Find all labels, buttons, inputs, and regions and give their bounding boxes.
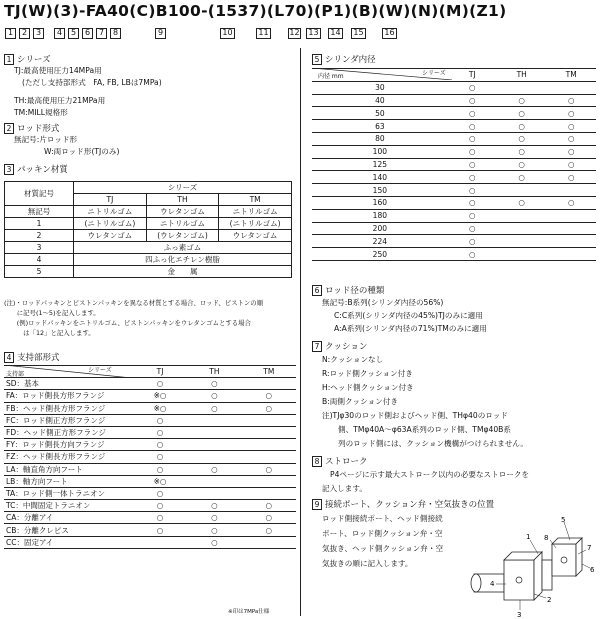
mounting-table: 支持部 シリーズ TJ TH TM SD：基本 ○ ○ FA：ロッド側長方形フランジ ※○ ○ ○ FB：ヘッド側長方形フランジ ※○ ○ ○ FC：ロッド側正方形フランジ ○ FD：ヘッド側正方形フランジ ○ FY：ロッド側長方向フランジ ○ FZ：ヘッド側長方形フランジ ○ LA：軸直角方向フート ○ ○ ○ LB：軸方向フート ※○ TA：ロッド側一体トラニオン ○ TC：中間固定トラニオン ○ ○ ○ CA：分離アイ ○ ○ ○ CB：分離クレビス ○ ○ ○ CC：固定アイ ○ <box>4 365 296 549</box>
section-7-header: 7 クッション <box>312 340 367 352</box>
s7-line: H:ヘッド側クッション付き <box>322 383 414 392</box>
table-row: FB：ヘッド側長方形フランジ ※○ ○ ○ <box>4 402 296 414</box>
s8-line: P4ページに示す最大ストローク以内の必要なストロークを <box>330 470 530 479</box>
diagram-label: 6 <box>590 566 595 574</box>
packing-notes: (注)・ロッドパッキンとピストンパッキンを異なる材質とする場合、ロッド、ピストンの順 に記号(1〜5)を記入します。 (例)ロッドパッキンをニトリルゴム、ピストンパッキンをウレタンゴムとする場合 は「12」と記入します。 <box>4 299 264 337</box>
code-position-box: 12 <box>289 28 300 37</box>
table-row: 100 ○ ○ ○ <box>312 145 596 158</box>
table-row: 63 ○ ○ ○ <box>312 120 596 133</box>
s6-line: C:C系列(シリンダ内径の45%)TJのみに適用 <box>334 311 483 320</box>
s9-line: ポート、ロッド側クッション弁・空 <box>322 529 443 538</box>
table-row: 30 ○ <box>312 81 596 94</box>
table-row: 160 ○ ○ ○ <box>312 196 596 209</box>
code-position-box: 8 <box>110 28 121 39</box>
s1-line: (ただし支持部形式 FA, FB, LBは7MPa) <box>22 78 162 87</box>
section-5-header: 5 シリンダ内径 <box>312 53 376 65</box>
table-row: LA：軸直角方向フート ○ ○ ○ <box>4 463 296 475</box>
code-position-box: 3 <box>33 28 44 39</box>
th-bore: 内径 mm <box>318 73 344 80</box>
table-row: FD：ヘッド側正方形フランジ ○ <box>4 426 296 438</box>
s7-line: R:ロッド側クッション付き <box>322 369 413 378</box>
section-9-header: 9 接続ポート、クッション弁・空気抜きの位置 <box>312 498 494 510</box>
rod-cover-side <box>534 552 542 600</box>
table-row: CA：分離アイ ○ ○ ○ <box>4 512 296 524</box>
code-position-box: 9 <box>155 28 166 39</box>
th-code: 材質記号 <box>5 182 74 206</box>
s1-line: TJ:最高使用圧力14MPa用 <box>14 66 102 75</box>
s2-line: W:両ロッド形(TJのみ) <box>44 147 120 156</box>
packing-material-table <box>4 181 292 278</box>
code-position-box: 4 <box>54 28 65 39</box>
th-col: TH <box>146 194 218 206</box>
table-row: 1 (ニトリルゴム) ニトリルゴム (ニトリルゴム) <box>5 218 292 230</box>
section-1-header: 1 シリーズ <box>4 53 51 65</box>
code-position-box: 6 <box>82 28 93 39</box>
code-position-box: 2 <box>19 28 30 39</box>
table-row: FA：ロッド側長方形フランジ ※○ ○ ○ <box>4 390 296 402</box>
section-8-header: 8 ストローク <box>312 455 368 467</box>
table-row: 40 ○ ○ ○ <box>312 94 596 107</box>
s7-line: B:両側クッション付き <box>322 397 398 406</box>
table-row: FY：ロッド側長方向フランジ ○ <box>4 439 296 451</box>
s7-line: 注)TJφ30のロッド側およびヘッド側、THφ40のロッド <box>322 411 508 420</box>
th-series: シリーズ <box>422 70 446 77</box>
model-code: TJ(W)(3)-FA40(C)B100-(1537)(L70)(P1)(B)(W)(N)(M)(Z1) <box>4 2 507 20</box>
diagram-label: 4 <box>490 580 495 588</box>
port-position-diagram <box>470 514 598 618</box>
s9-line: 気抜き、ヘッド側クッション弁・空 <box>322 544 444 553</box>
s8-line: 記入します。 <box>322 484 367 493</box>
table-row: 3 ふっ素ゴム <box>5 242 292 254</box>
table-row: 250 ○ <box>312 248 596 261</box>
section-2-header: 2 ロッド形式 <box>4 122 59 134</box>
section-6-header: 6 ロッド径の種類 <box>312 284 384 296</box>
code-position-box: 11 <box>256 28 271 39</box>
code-position-box: 5 <box>68 28 79 39</box>
column-divider <box>300 48 301 616</box>
table-row: 200 ○ <box>312 222 596 235</box>
s2-line: 無記号:片ロッド形 <box>14 135 78 144</box>
s9-line: 気抜きの順に記入します。 <box>322 559 413 568</box>
s1-line: TM:MILL規格形 <box>14 108 68 117</box>
diagram-label: 8 <box>544 534 549 542</box>
table-row: 2 ウレタンゴム (ウレタンゴム) ウレタンゴム <box>5 230 292 242</box>
code-position-box: 14 <box>328 28 343 39</box>
table-row: 50 ○ ○ ○ <box>312 107 596 120</box>
diagram-label: 5 <box>561 516 566 524</box>
table-row: SD：基本 ○ ○ <box>4 378 296 390</box>
section-4-header: 4 支持部形式 <box>4 351 60 363</box>
footnote: ※印は7MPa仕様 <box>228 609 270 615</box>
diagram-label: 1 <box>526 533 531 541</box>
table-row: FZ：ヘッド側長方形フランジ ○ <box>4 451 296 463</box>
s7-line: 側、TMφ40A〜φ63A系列のロッド側、TMφ40B系 <box>338 425 511 434</box>
table-row: FC：ロッド側正方形フランジ ○ <box>4 414 296 426</box>
th-mount: 支持部 <box>6 371 25 378</box>
code-position-box: 15 <box>351 28 366 39</box>
section-3-header: 3 パッキン材質 <box>4 163 68 175</box>
table-row: 125 ○ ○ ○ <box>312 158 596 171</box>
diagram-label: 7 <box>587 544 592 552</box>
rod-end <box>471 574 481 592</box>
table-row: 180 ○ <box>312 209 596 222</box>
code-position-box: 7 <box>96 28 107 39</box>
s7-line: 列のロッド側には、クッション機構がつけられません。 <box>338 439 528 448</box>
table-row: 5 金 属 <box>5 266 292 278</box>
s1-line: TH:最高使用圧力21MPa用 <box>14 96 106 105</box>
code-position-box: 13 <box>306 28 321 39</box>
diagram-label: 2 <box>547 596 552 604</box>
s6-line: A:A系列(シリンダ内径の71%)TMのみに適用 <box>334 324 487 333</box>
table-row: 140 ○ ○ ○ <box>312 171 596 184</box>
table-row: 150 ○ <box>312 184 596 197</box>
code-position-box: 1 <box>5 28 16 39</box>
s7-line: N:クッションなし <box>322 355 384 364</box>
table-row: 4 四ふっ化エチレン樹脂 <box>5 254 292 266</box>
table-row: CB：分離クレビス ○ ○ ○ <box>4 524 296 536</box>
head-port <box>561 557 567 563</box>
table-row: 224 ○ <box>312 235 596 248</box>
code-position-box: 10 <box>220 28 235 39</box>
head-cover-side <box>576 538 582 576</box>
table-row: LB：軸方向フート ※○ <box>4 475 296 487</box>
s6-line: 無記号:B系列(シリンダ内径の56%) <box>322 298 444 307</box>
th-col: TM <box>219 194 292 206</box>
table-row: CC：固定アイ ○ <box>4 536 296 548</box>
bore-table: 内径 mm シリーズ TJ TH TM 30 ○ 40 ○ ○ ○ 50 ○ ○ ○ 63 ○ ○ ○ 80 ○ ○ ○ 100 ○ ○ ○ 125 ○ ○ ○ 140 ○ ○ ○ 150 ○ 160 ○ ○ ○ 180 ○ 200 ○ 224 ○ 250 ○ <box>312 68 596 261</box>
table-row: TC：中間固定トラニオン ○ ○ ○ <box>4 500 296 512</box>
diagram-label: 3 <box>517 611 522 618</box>
th-series: シリーズ <box>74 182 292 194</box>
s9-line: ロッド側接続ポート、ヘッド側接続 <box>322 514 443 523</box>
table-row: 無記号 ニトリルゴム ウレタンゴム ニトリルゴム <box>5 206 292 218</box>
code-position-box: 16 <box>382 28 397 39</box>
rod-port <box>516 577 522 583</box>
table-row: 80 ○ ○ ○ <box>312 132 596 145</box>
table-row: TA：ロッド側一体トラニオン ○ <box>4 487 296 499</box>
th-series: シリーズ <box>88 367 112 374</box>
th-col: TJ <box>74 194 147 206</box>
tube <box>542 560 552 590</box>
